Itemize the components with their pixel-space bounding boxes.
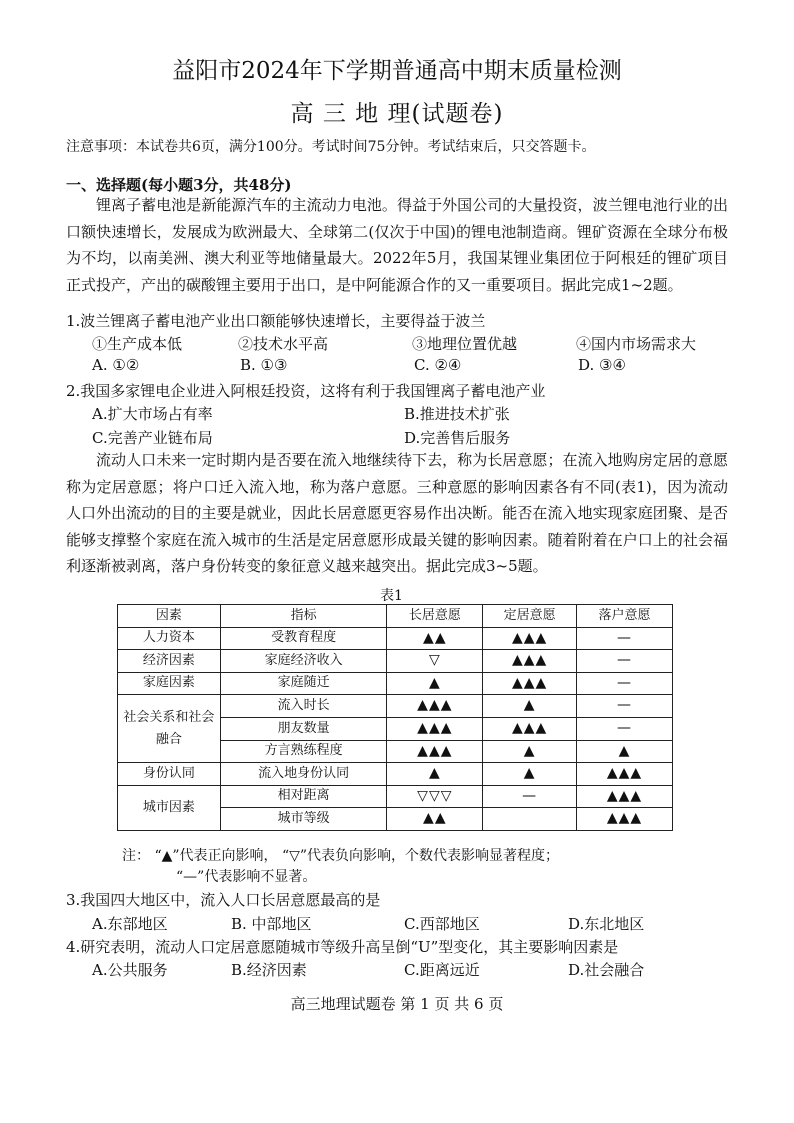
exam-notice: 注意事项：本试卷共6页，满分100分。考试时间75分钟。考试结束后，只交答题卡。 xyxy=(66,139,596,155)
table-header-row xyxy=(118,605,673,628)
settle-cell: ▲▲▲ xyxy=(483,672,577,695)
q4-option-c: C.距离远近 xyxy=(404,961,480,979)
settle-cell: ▲▲▲ xyxy=(483,717,577,740)
table-header: 长居意愿 xyxy=(387,605,483,628)
question-1-stem: 1.波兰锂离子蓄电池产业出口额能够快速增长，主要得益于波兰 xyxy=(66,312,486,330)
q2-option-c: C.完善产业链布局 xyxy=(92,429,213,447)
long-stay-cell: ▽ xyxy=(387,650,483,673)
q1-option-d: D. ③④ xyxy=(578,356,626,374)
q4-option-d: D.社会融合 xyxy=(568,961,645,979)
table-header: 指标 xyxy=(220,605,387,628)
table-row xyxy=(118,627,673,650)
table-row xyxy=(118,672,673,695)
factor-cell: 经济因素 xyxy=(118,650,221,673)
q1-item-3: ③地理位置优越 xyxy=(412,335,518,353)
settle-cell: — xyxy=(483,785,577,808)
q4-option-b: B.经济因素 xyxy=(231,961,307,979)
factor-table xyxy=(117,604,673,831)
page-footer: 高三地理试题卷 第 1 页 共 6 页 xyxy=(290,995,504,1013)
section-heading: 一、选择题(每小题3分，共48分) xyxy=(66,176,292,194)
q1-option-a: A. ①② xyxy=(92,356,140,374)
index-cell: 朋友数量 xyxy=(220,717,387,740)
long-stay-cell: ▲▲▲ xyxy=(387,717,483,740)
q3-option-d: D.东北地区 xyxy=(568,915,645,933)
hukou-cell: ▲▲▲ xyxy=(577,808,673,831)
long-stay-cell: ▲ xyxy=(387,763,483,786)
q1-item-1: ①生产成本低 xyxy=(92,335,183,353)
hukou-cell: — xyxy=(577,717,673,740)
long-stay-cell: ▲ xyxy=(387,672,483,695)
factor-cell: 城市因素 xyxy=(118,785,221,830)
settle-cell: ▲▲▲ xyxy=(483,627,577,650)
passage-1: 锂离子蓄电池是新能源汽车的主流动力电池。得益于外国公司的大量投资，波兰锂电池行业的出口额快速增长，发展成为欧洲最大、全球第二(仅次于中国)的锂电池制造商。锂矿资源在全球分布极为不均，以南美洲、澳大利亚等地储量最大。2022年5月，我国某锂业集团位于阿根廷的锂矿项目正式投产，产出的碳酸锂主要用于出口，是中阿能源合作的又一重要项目。据此完成1~2题。 xyxy=(66,196,728,294)
q2-option-a: A.扩大市场占有率 xyxy=(92,405,213,423)
table-note-1: 注： “▲”代表正向影响， “▽”代表负向影响，个数代表影响显著程度； xyxy=(122,848,560,864)
q2-option-d: D.完善售后服务 xyxy=(404,429,511,447)
exam-title: 益阳市2024年下学期普通高中期末质量检测 xyxy=(172,58,622,84)
q1-item-4: ④国内市场需求大 xyxy=(576,335,697,353)
table-caption: 表1 xyxy=(380,588,403,604)
long-stay-cell: ▲▲▲ xyxy=(387,695,483,718)
question-2-stem: 2.我国多家锂电企业进入阿根廷投资，这将有利于我国锂离子蓄电池产业 xyxy=(66,382,546,400)
q1-item-2: ②技术水平高 xyxy=(238,335,329,353)
index-cell: 家庭经济收入 xyxy=(220,650,387,673)
index-cell: 受教育程度 xyxy=(220,627,387,650)
index-cell: 相对距离 xyxy=(220,785,387,808)
q4-option-a: A.公共服务 xyxy=(92,961,168,979)
q1-option-c: C. ②④ xyxy=(414,356,462,374)
long-stay-cell: ▽▽▽ xyxy=(387,785,483,808)
table-row xyxy=(118,650,673,673)
q3-option-c: C.西部地区 xyxy=(404,915,480,933)
q3-option-a: A.东部地区 xyxy=(92,915,168,933)
settle-cell xyxy=(483,808,577,831)
hukou-cell: ▲▲▲ xyxy=(577,763,673,786)
factor-cell: 家庭因素 xyxy=(118,672,221,695)
hukou-cell: — xyxy=(577,695,673,718)
question-3-stem: 3.我国四大地区中，流入人口长居意愿最高的是 xyxy=(66,891,381,909)
index-cell: 城市等级 xyxy=(220,808,387,831)
table-header: 落户意愿 xyxy=(577,605,673,628)
index-cell: 流入时长 xyxy=(220,695,387,718)
index-cell: 流入地身份认同 xyxy=(220,763,387,786)
table-header: 定居意愿 xyxy=(483,605,577,628)
table-row xyxy=(118,763,673,786)
q2-option-b: B.推进技术扩张 xyxy=(404,405,510,423)
long-stay-cell: ▲▲▲ xyxy=(387,740,483,763)
hukou-cell: — xyxy=(577,650,673,673)
long-stay-cell: ▲▲ xyxy=(387,808,483,831)
long-stay-cell: ▲▲ xyxy=(387,627,483,650)
q3-option-b: B. 中部地区 xyxy=(231,915,312,933)
hukou-cell: ▲▲▲ xyxy=(577,785,673,808)
table-note-2: “—”代表影响不显著。 xyxy=(176,869,317,885)
factor-cell: 社会关系和社会融合 xyxy=(118,695,221,763)
table-header: 因素 xyxy=(118,605,221,628)
passage-2: 流动人口未来一定时期内是否要在流入地继续待下去，称为长居意愿；在流入地购房定居的意愿称为定居意愿；将户口迁入流入地，称为落户意愿。三种意愿的影响因素各有不同(表1)，因为流动人口外出流动的目的主要是就业，因此长居意愿更容易作出决断。能否在流入地实现家庭团聚、是否能够支撑整个家庭在流入城市的生活是定居意愿形成最关键的影响因素。随着附着在户口上的社会福利逐渐被剥离，落户身份转变的象征意义越来越突出。据此完成3~5题。 xyxy=(66,451,728,575)
table-row xyxy=(118,695,673,718)
q1-option-b: B. ①③ xyxy=(240,356,288,374)
hukou-cell: — xyxy=(577,672,673,695)
table-row xyxy=(118,785,673,808)
index-cell: 方言熟练程度 xyxy=(220,740,387,763)
index-cell: 家庭随迁 xyxy=(220,672,387,695)
settle-cell: ▲▲▲ xyxy=(483,650,577,673)
settle-cell: ▲ xyxy=(483,763,577,786)
settle-cell: ▲ xyxy=(483,695,577,718)
exam-subtitle: 高 三 地 理(试题卷) xyxy=(290,101,504,127)
settle-cell: ▲ xyxy=(483,740,577,763)
hukou-cell: — xyxy=(577,627,673,650)
question-4-stem: 4.研究表明，流动人口定居意愿随城市等级升高呈倒“U”型变化，其主要影响因素是 xyxy=(66,938,619,956)
factor-cell: 人力资本 xyxy=(118,627,221,650)
factor-cell: 身份认同 xyxy=(118,763,221,786)
hukou-cell: ▲ xyxy=(577,740,673,763)
